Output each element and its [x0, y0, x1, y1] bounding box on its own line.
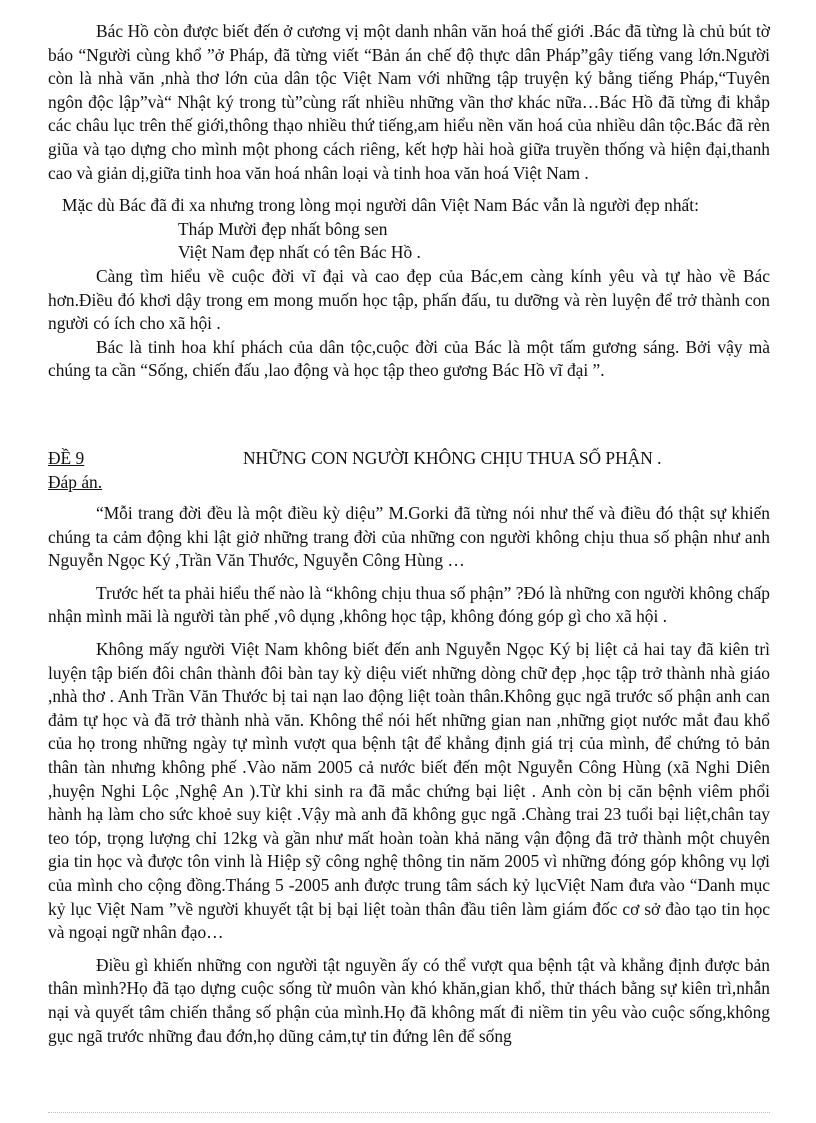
paragraph: Trước hết ta phải hiểu thế nào là “không chịu thua số phận” ?Đó là những con người không chấp nhận mình mãi là người tàn phế ,vô dụng ,không học tập, không đóng góp gì cho xã hội .	[48, 582, 770, 627]
paragraph: Mặc dù Bác đã đi xa nhưng trong lòng mọi người dân Việt Nam Bác vẫn là người đẹp nhất:	[62, 195, 699, 216]
paragraph: Bác Hồ còn được biết đến ở cương vị một danh nhân văn hoá thế giới .Bác đã từng là chủ bút tờ báo “Người cùng khổ ”ở Pháp, đã từng viết “Bản án chế độ thực dân Pháp”gây tiếng vang lớn.Người còn là nhà văn ,nhà thơ lớn của dân tộc Việt Nam với những tập truyện ký bằng tiếng Pháp,“Tuyên ngôn độc lập”và“ Nhật ký trong tù”cùng rất nhiều những vần thơ khác nữa…Bác Hồ đã từng đi khắp các châu lục trên thế giới,thông thạo nhiều thứ tiếng,am hiểu nền văn hoá của nhiều dân tộc.Bác đã rèn giũa và tạo dựng cho mình một phong cách riêng, kết hợp hài hoà giữa truyền thống và hiện đại,thanh cao và giản dị,giữa tinh hoa văn hoá nhân loại và tinh hoa văn hoá Việt Nam .	[48, 21, 770, 183]
section-title: NHỮNG CON NGƯỜI KHÔNG CHỊU THUA SỐ PHẬN .	[243, 447, 662, 468]
poem-line: Tháp Mười đẹp nhất bông sen	[178, 218, 388, 239]
answer-label: Đáp án.	[48, 471, 103, 492]
document-page	[48, 20, 770, 1048]
paragraph: Điều gì khiến những con người tật nguyền ấy có thể vượt qua bệnh tật và khẳng định được bản thân mình?Họ đã tạo dựng cuộc sống từ muôn vàn khó khăn,gian khổ, thử thách bằng sự kiên trì,nhẫn nại và quyết tâm chiến thắng số phận của mình.Họ đã không mất đi niềm tin yêu vào cuộc sống,không gục ngã trước những đau đớn,họ dũng cảm,tự tin đứng lên để sống	[48, 954, 770, 1046]
page-footer-divider	[48, 1112, 770, 1113]
poem-line: Việt Nam đẹp nhất có tên Bác Hồ .	[178, 242, 421, 263]
paragraph: Không mấy người Việt Nam không biết đến anh Nguyễn Ngọc Ký bị liệt cả hai tay đã kiên trì luyện tập biến đôi chân thành đôi bàn tay kỳ diệu viết những dòng chữ đẹp ,học tập trở thành nhà giáo ,nhà thơ . Anh Trần Văn Thước bị tai nạn lao động liệt toàn thân.Không gục ngã trước số phận anh can đảm tự học và đã trở thành nhà văn. Không thể nói hết những gian nan ,những giọt nước mắt đau khổ của họ trong những ngày tự mình vượt qua bệnh tật để khẳng định giá trị của mình, để chứng tỏ bản thân tàn nhưng không phế .Vào năm 2005 cả nước biết đến một Nguyễn Công Hùng (xã Nghi Diên ,huyện Nghi Lộc ,Nghệ An ).Từ khi sinh ra đã mắc chứng bại liệt . Anh còn bị căn bệnh viêm phổi hành hạ làm cho sức khoẻ suy kiệt .Vậy mà anh đã không gục ngã .Chàng trai 23 tuổi bại liệt,chân tay teo tóp, trọng lượng chỉ 12kg và gần như mất hoàn toàn khả năng vận động đã trở thành một chuyên gia tin học và được tôn vinh là Hiệp sỹ công nghệ thông tin năm 2005 vì những đóng góp không vụ lợi của mình cho cộng đồng.Tháng 5 -2005 anh được trung tâm sách kỷ lụcViệt Nam đưa vào “Danh mục kỷ lục Việt Nam ”về người khuyết tật bị bại liệt toàn thân đầu tiên làm giám đốc cơ sở đào tạo tin học và ngoại ngữ nhân đạo…	[48, 639, 770, 943]
paragraph: Bác là tinh hoa khí phách của dân tộc,cuộc đời của Bác là một tấm gương sáng. Bởi vậy mà chúng ta cần “Sống, chiến đấu ,lao động và học tập theo gương Bác Hồ vĩ đại ”.	[48, 336, 770, 381]
paragraph: Càng tìm hiểu về cuộc đời vĩ đại và cao đẹp của Bác,em càng kính yêu và tự hào về Bác hơn.Điều đó khơi dậy trong em mong muốn học tập, phấn đấu, tu dưỡng và rèn luyện để trở thành con người có ích cho xã hội .	[48, 265, 770, 334]
section-label: ĐỀ 9	[48, 447, 85, 468]
section-heading-row	[48, 447, 770, 471]
paragraph: “Mỗi trang đời đều là một điều kỳ diệu” M.Gorki đã từng nói như thế và điều đó thật sự khiến chúng ta cảm động khi lật giở những trang đời của những con người không chịu thua số phận như anh Nguyễn Ngọc Ký ,Trần Văn Thước, Nguyễn Công Hùng …	[48, 503, 770, 571]
